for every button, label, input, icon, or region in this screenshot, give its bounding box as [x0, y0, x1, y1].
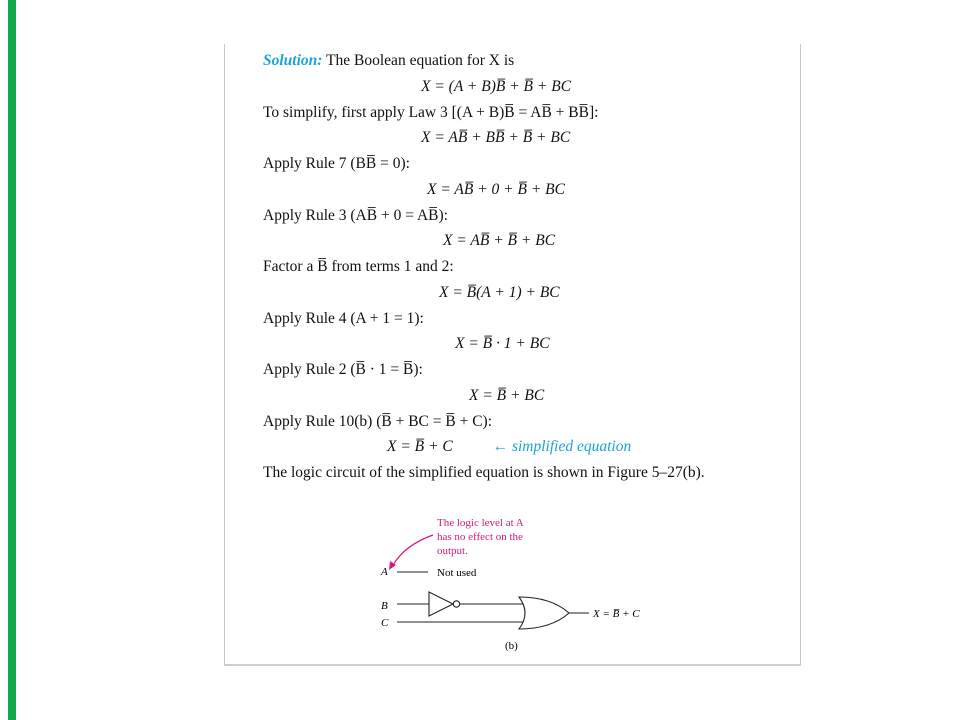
not-used-label: Not used: [437, 567, 477, 579]
step-7-text: Apply Rule 10(b) (B̅ + BC = B̅ + C):: [263, 413, 493, 430]
equation-8: X = B̅ + C: [387, 438, 453, 455]
solution-label: Solution:: [263, 52, 323, 69]
or-gate-icon: [519, 597, 569, 629]
solution-intro: The Boolean equation for X is: [326, 52, 515, 69]
left-accent-bar: [8, 0, 16, 720]
equation-5: X = B̅(A + 1) + BC: [439, 284, 560, 301]
conclusion-text: The logic circuit of the simplified equation is shown in Figure 5–27(b).: [263, 464, 705, 481]
not-gate-icon: [429, 592, 453, 616]
step-6-text: Apply Rule 2 (B̅ · 1 = B̅):: [263, 361, 423, 378]
step-2-text: Apply Rule 7 (BB̅ = 0):: [263, 155, 410, 172]
input-c-label: C: [381, 617, 389, 629]
step-3-text: Apply Rule 3 (AB̅ + 0 = AB̅):: [263, 207, 448, 224]
annotation-arrow-line: [393, 535, 433, 565]
equation-6: X = B̅ · 1 + BC: [455, 335, 550, 352]
step-5-text: Apply Rule 4 (A + 1 = 1):: [263, 310, 424, 327]
output-label: X = B̅ + C: [593, 608, 640, 620]
input-b-label: B: [381, 600, 388, 612]
step-4-text: Factor a B̅ from terms 1 and 2:: [263, 258, 454, 275]
logic-circuit-figure: [365, 509, 665, 659]
step-1-text: To simplify, first apply Law 3 [(A + B)B̅ = AB̅ + BB̅]:: [263, 104, 599, 121]
simplified-equation-note: ← simplified equation: [492, 438, 632, 455]
figure-caption: (b): [505, 640, 518, 652]
not-gate-bubble-icon: [453, 601, 459, 607]
input-a-label: A: [381, 566, 388, 578]
equation-2: X = AB̅ + BB̅ + B̅ + BC: [421, 129, 571, 146]
equation-8-row: [387, 438, 631, 456]
annotation-line-2: has no effect on the: [437, 531, 523, 543]
solution-intro-line: [263, 52, 514, 70]
equation-3: X = AB̅ + 0 + B̅ + BC: [427, 181, 565, 198]
equation-7: X = B̅ + BC: [469, 387, 545, 404]
equation-1: X = (A + B)B̅ + B̅ + BC: [421, 78, 572, 95]
solution-panel: [224, 44, 801, 666]
equation-4: X = AB̅ + B̅ + BC: [443, 232, 556, 249]
annotation-line-1: The logic level at A: [437, 517, 524, 529]
annotation-line-3: output.: [437, 545, 468, 557]
